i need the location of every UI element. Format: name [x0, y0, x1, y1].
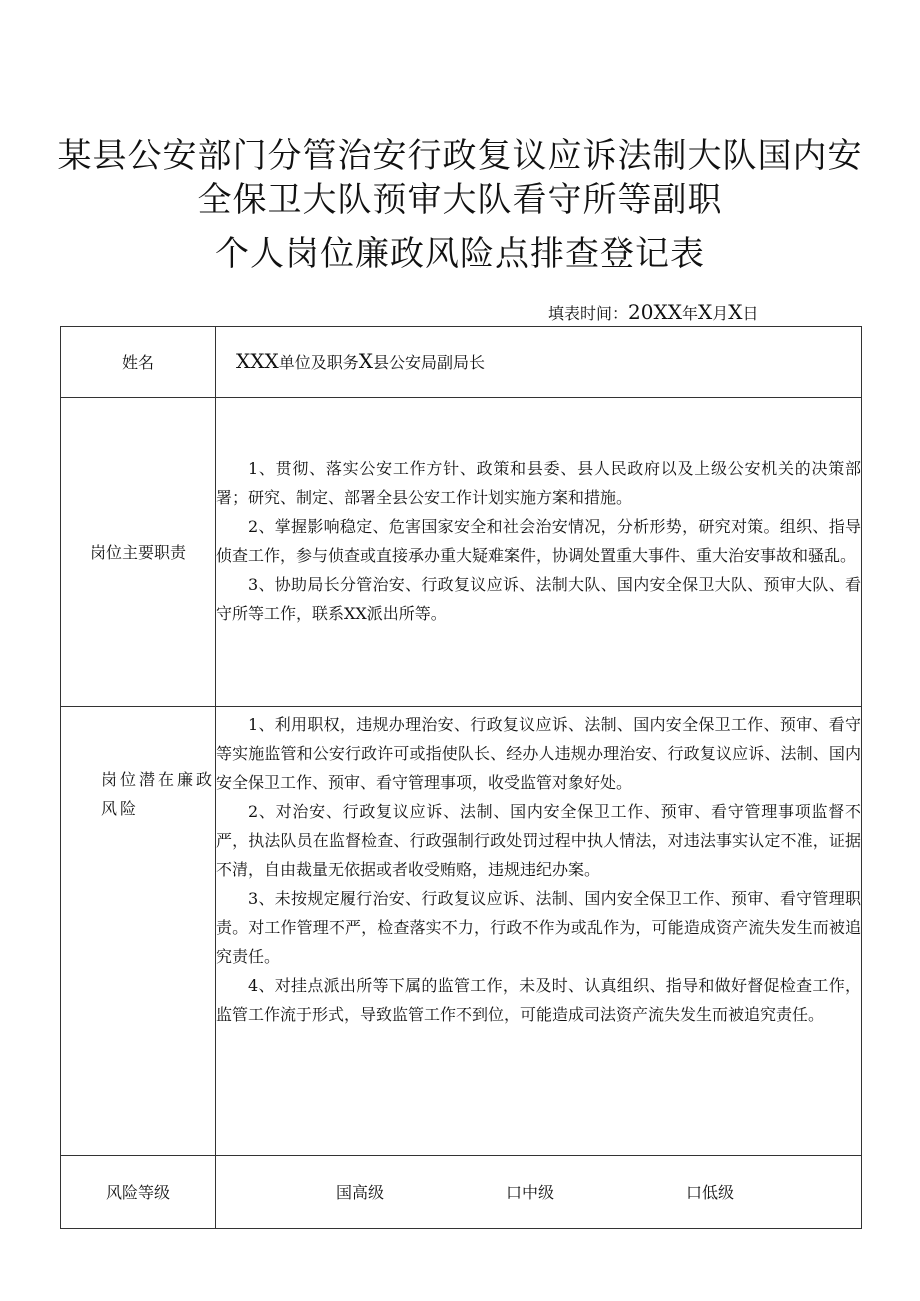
position-label: 单位及职务: [278, 353, 359, 372]
risk-level-medium[interactable]: 口中级: [506, 1182, 555, 1202]
risks-label: [61, 707, 216, 1156]
fill-date: [548, 300, 759, 324]
fill-date-day-unit: 日: [742, 304, 759, 323]
document-title-line-1: 某县公安部门分管治安行政复议应诉法制大队国内安: [57, 136, 863, 176]
risk-level-low[interactable]: 口低级: [686, 1182, 735, 1202]
risk-level-label: 风险等级: [61, 1156, 216, 1229]
fill-date-day: X: [728, 300, 743, 324]
name-row: [61, 327, 862, 398]
name-label: 姓名: [61, 327, 216, 398]
duty-item: 3、协助局长分管治安、行政复议应诉、法制大队、国内安全保卫大队、预审大队、看守所等工作，联系XX派出所等。: [216, 575, 861, 623]
registration-form-table: [60, 326, 862, 1229]
fill-date-month-unit: 月: [712, 304, 729, 323]
person-name: XXX: [236, 349, 279, 373]
risk-item: 2、对治安、行政复议应诉、法制、国内安全保卫工作、预审、看守管理事项监督不严，执法队员在监督检查、行政强制行政处罚过程中执人情法，对违法事实认定不准，证据不清，自由裁量无依据或者收受贿赂，违规违纪办案。: [216, 802, 861, 879]
fill-date-month: X: [697, 300, 713, 324]
county-name: X: [358, 349, 373, 373]
document-title-line-2: 全保卫大队预审大队看守所等副职: [197, 180, 723, 220]
fill-date-year: 20XX: [628, 300, 682, 324]
risk-item: 1、利用职权，违规办理治安、行政复议应诉、法制、国内安全保卫工作、预审、看守等实施监管和公安行政许可或指使队长、经办人违规办理治安、行政复议应诉、法制、国内安全保卫工作、预审、看守管理事项，收受监管对象好处。: [216, 715, 861, 792]
risks-label-text: 岗位潜在廉政风险: [101, 770, 216, 818]
fill-date-year-unit: 年: [681, 304, 698, 323]
risk-item: 4、对挂点派出所等下属的监管工作，未及时、认真组织、指导和做好督促检查工作，监管工作流于形式，导致监管工作不到位，可能造成司法资产流失发生而被追究责任。: [216, 976, 861, 1024]
risk-item: 3、未按规定履行治安、行政复议应诉、法制、国内安全保卫工作、预审、看守管理职责。对工作管理不严，检查落实不力，行政不作为或乱作为，可能造成资产流失发生而被追究责任。: [216, 889, 861, 966]
document-title-line-3: 个人岗位廉政风险点排查登记表: [215, 234, 705, 274]
duties-content: [216, 398, 862, 707]
duties-row: [61, 398, 862, 707]
position-value: 县公安局副局长: [372, 353, 485, 372]
risks-row: [61, 707, 862, 1156]
duty-item: 1、贯彻、落实公安工作方针、政策和县委、县人民政府以及上级公安机关的决策部署；研究、制定、部署全县公安工作计划实施方案和措施。: [216, 459, 861, 507]
risk-level-options: [216, 1156, 862, 1229]
risks-content: [216, 707, 862, 1156]
duties-label: 岗位主要职责: [61, 398, 216, 707]
fill-date-label: 填表时间：: [548, 304, 629, 323]
risk-level-row: [61, 1156, 862, 1229]
risk-level-high[interactable]: 国高级: [336, 1182, 385, 1202]
name-value-cell: [216, 327, 862, 398]
duty-item: 2、掌握影响稳定、危害国家安全和社会治安情况，分析形势，研究对策。组织、指导侦查工作，参与侦查或直接承办重大疑难案件，协调处置重大事件、重大治安事故和骚乱。: [216, 517, 861, 565]
